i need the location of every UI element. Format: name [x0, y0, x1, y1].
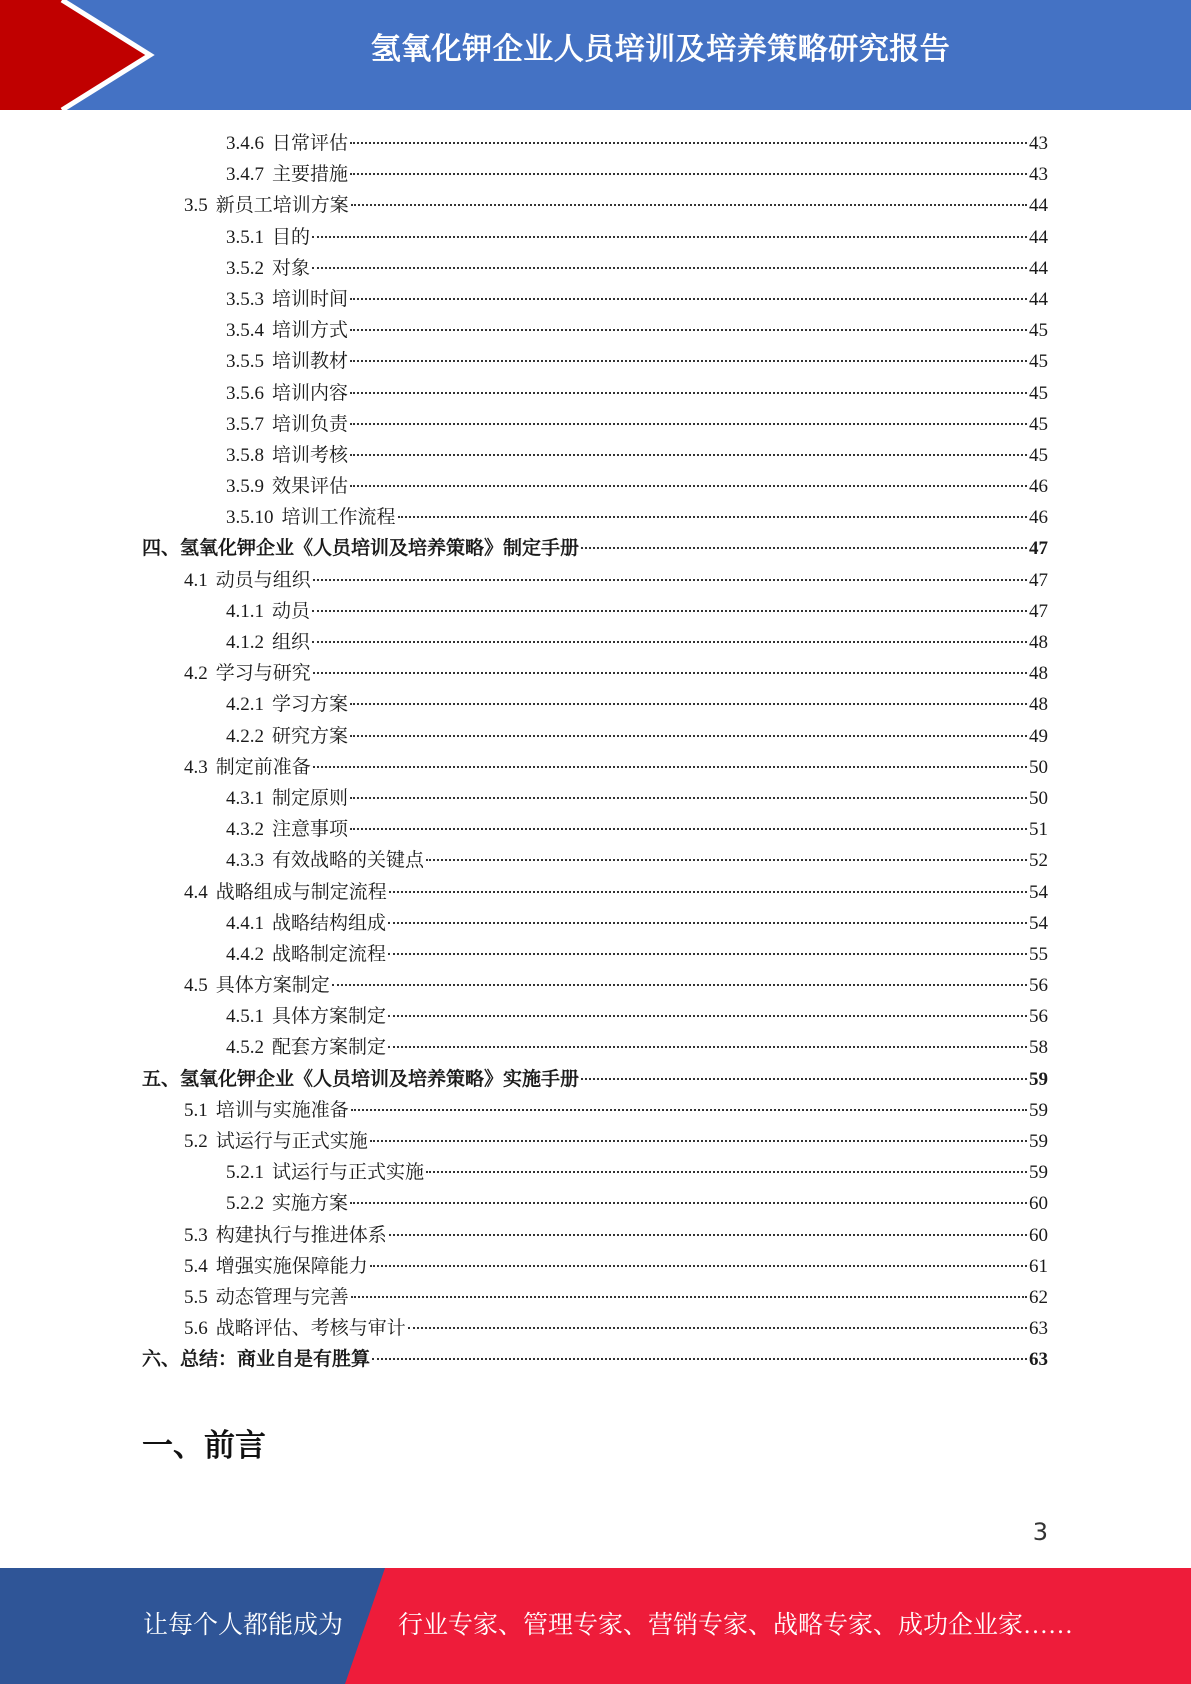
toc-entry[interactable] — [142, 1344, 1048, 1375]
toc-entry-number: 3.4.7 — [226, 164, 264, 186]
toc-entry-number: 3.5.5 — [226, 351, 264, 373]
toc-dot-leader — [388, 922, 1027, 924]
toc-dot-leader — [388, 953, 1027, 955]
toc-entry-title: 实施方案 — [272, 1193, 349, 1215]
toc-entry-title: 具体方案制定 — [215, 975, 330, 997]
toc-dot-leader — [389, 891, 1027, 893]
toc-entry-page: 59 — [1029, 1131, 1048, 1152]
toc-dot-leader — [312, 610, 1027, 612]
table-of-contents — [142, 128, 1048, 1376]
toc-dot-leader — [370, 1140, 1027, 1142]
toc-entry[interactable] — [142, 1064, 1048, 1095]
toc-entry[interactable] — [142, 1157, 1048, 1188]
toc-entry-title: 培训内容 — [272, 382, 349, 404]
toc-entry-page: 54 — [1029, 912, 1048, 934]
toc-entry[interactable] — [142, 877, 1048, 908]
section-heading: 一、前言 — [142, 1428, 266, 1464]
toc-entry-page: 59 — [1029, 1162, 1048, 1184]
toc-dot-leader — [350, 703, 1027, 705]
toc-entry-number: 4.4.2 — [226, 943, 264, 965]
page-number: 3 — [1032, 1518, 1048, 1546]
toc-entry-title: 制定前准备 — [215, 756, 311, 778]
toc-entry-page: 50 — [1029, 756, 1048, 778]
toc-dot-leader — [372, 1358, 1027, 1360]
toc-entry-page: 47 — [1029, 569, 1048, 591]
toc-entry-page: 55 — [1029, 943, 1048, 965]
toc-entry-page: 45 — [1029, 444, 1048, 466]
toc-entry-title: 四、氢氧化钾企业《人员培训及培养策略》制定手册 — [142, 538, 580, 560]
toc-entry[interactable] — [142, 315, 1048, 346]
toc-entry-title: 培训负责 — [272, 413, 349, 435]
toc-entry-number: 4.1.2 — [226, 632, 264, 653]
toc-dot-leader — [370, 1265, 1027, 1267]
toc-entry[interactable] — [142, 752, 1048, 783]
toc-entry-page: 45 — [1029, 382, 1048, 404]
toc-dot-leader — [350, 423, 1027, 425]
toc-entry-page: 43 — [1029, 133, 1048, 154]
toc-entry-number: 4.1.1 — [226, 600, 264, 622]
toc-dot-leader — [350, 735, 1027, 737]
toc-entry-title: 培训方式 — [272, 320, 349, 342]
toc-entry-title: 效果评估 — [272, 476, 349, 498]
toc-entry[interactable] — [142, 346, 1048, 377]
footer-banner — [0, 1568, 1191, 1684]
toc-entry[interactable] — [142, 128, 1048, 159]
toc-dot-leader — [351, 204, 1027, 206]
toc-entry-page: 56 — [1029, 975, 1048, 997]
toc-entry-title: 试运行与正式实施 — [215, 1131, 368, 1152]
toc-dot-leader — [581, 547, 1027, 549]
toc-entry[interactable] — [142, 1313, 1048, 1344]
toc-entry-page: 48 — [1029, 663, 1048, 685]
toc-entry-page: 44 — [1029, 195, 1048, 217]
toc-entry-number: 4.5.2 — [226, 1037, 264, 1059]
toc-dot-leader — [332, 984, 1027, 986]
toc-entry-title: 动态管理与完善 — [215, 1286, 349, 1308]
toc-entry-page: 56 — [1029, 1006, 1048, 1028]
toc-entry-title: 试运行与正式实施 — [272, 1162, 425, 1184]
toc-dot-leader — [313, 766, 1027, 768]
toc-entry-title: 五、氢氧化钾企业《人员培训及培养策略》实施手册 — [142, 1068, 580, 1090]
toc-entry-title: 培训考核 — [272, 444, 349, 466]
toc-entry[interactable] — [142, 1126, 1048, 1157]
toc-entry-page: 63 — [1029, 1318, 1048, 1340]
toc-dot-leader — [350, 392, 1027, 394]
toc-dot-leader — [350, 454, 1027, 456]
toc-entry-number: 5.2.2 — [226, 1193, 264, 1215]
toc-entry-title: 制定原则 — [272, 787, 349, 809]
toc-entry[interactable] — [142, 471, 1048, 502]
toc-entry[interactable] — [142, 939, 1048, 970]
header-title: 氢氧化钾企业人员培训及培养策略研究报告 — [370, 32, 951, 67]
toc-entry[interactable] — [142, 533, 1048, 564]
toc-entry[interactable] — [142, 190, 1048, 221]
toc-dot-leader — [312, 236, 1027, 238]
toc-dot-leader — [313, 672, 1027, 674]
toc-entry-title: 动员与组织 — [215, 569, 311, 591]
toc-dot-leader — [388, 1015, 1027, 1017]
toc-entry-number: 4.3 — [184, 756, 208, 778]
toc-dot-leader — [350, 485, 1027, 487]
toc-entry-title: 培训工作流程 — [281, 507, 396, 529]
toc-entry[interactable] — [142, 970, 1048, 1001]
toc-entry-number: 3.4.6 — [226, 133, 264, 154]
toc-dot-leader — [389, 1234, 1027, 1236]
toc-entry-number: 3.5.9 — [226, 476, 264, 498]
toc-entry-page: 54 — [1029, 881, 1048, 903]
toc-dot-leader — [408, 1327, 1027, 1329]
toc-entry[interactable] — [142, 378, 1048, 409]
toc-entry-title: 战略制定流程 — [272, 943, 387, 965]
toc-dot-leader — [350, 1202, 1027, 1204]
toc-entry-page: 62 — [1029, 1286, 1048, 1308]
toc-entry-page: 58 — [1029, 1037, 1048, 1059]
toc-entry-page: 61 — [1029, 1255, 1048, 1277]
toc-entry[interactable] — [142, 1251, 1048, 1282]
toc-entry-number: 4.3.2 — [226, 819, 264, 841]
toc-dot-leader — [426, 1171, 1027, 1173]
toc-entry[interactable] — [142, 159, 1048, 190]
toc-entry-number: 5.3 — [184, 1224, 208, 1246]
toc-entry[interactable] — [142, 409, 1048, 440]
toc-entry[interactable] — [142, 1282, 1048, 1313]
toc-entry-number: 4.2 — [184, 663, 208, 685]
toc-entry[interactable] — [142, 908, 1048, 939]
toc-dot-leader — [351, 1296, 1027, 1298]
footer-slogan-left: 让每个人都能成为 — [143, 1612, 344, 1639]
toc-entry-number: 3.5.8 — [226, 444, 264, 466]
toc-entry-page: 43 — [1029, 164, 1048, 186]
toc-entry-page: 60 — [1029, 1224, 1048, 1246]
toc-entry-page: 47 — [1029, 538, 1048, 560]
toc-entry-number: 5.2 — [184, 1131, 208, 1152]
toc-entry-title: 学习方案 — [272, 694, 349, 716]
toc-entry[interactable] — [142, 1188, 1048, 1219]
toc-entry-title: 具体方案制定 — [272, 1006, 387, 1028]
toc-entry-number: 4.3.1 — [226, 787, 264, 809]
toc-entry[interactable] — [142, 1032, 1048, 1063]
toc-entry-page: 52 — [1029, 850, 1048, 872]
toc-entry-page: 50 — [1029, 787, 1048, 809]
toc-entry-page: 48 — [1029, 632, 1048, 653]
toc-entry-page: 45 — [1029, 413, 1048, 435]
toc-entry-number: 5.6 — [184, 1318, 208, 1340]
header-banner — [0, 0, 1191, 110]
toc-entry[interactable] — [142, 783, 1048, 814]
toc-entry-number: 3.5.7 — [226, 413, 264, 435]
toc-entry-number: 4.4.1 — [226, 912, 264, 934]
toc-entry-page: 44 — [1029, 288, 1048, 310]
toc-entry-title: 主要措施 — [272, 164, 349, 186]
toc-dot-leader — [351, 1109, 1027, 1111]
toc-entry-page: 63 — [1029, 1349, 1048, 1371]
toc-entry-number: 3.5.4 — [226, 320, 264, 342]
toc-dot-leader — [350, 142, 1027, 144]
toc-entry-title: 培训教材 — [272, 351, 349, 373]
toc-entry[interactable] — [142, 222, 1048, 253]
toc-dot-leader — [313, 579, 1027, 581]
toc-entry-page: 45 — [1029, 320, 1048, 342]
toc-entry-number: 4.3.3 — [226, 850, 264, 872]
toc-entry-title: 战略评估、考核与审计 — [215, 1318, 406, 1340]
toc-dot-leader — [312, 641, 1027, 643]
toc-dot-leader — [350, 329, 1027, 331]
toc-entry-title: 新员工培训方案 — [215, 195, 349, 217]
toc-dot-leader — [350, 360, 1027, 362]
toc-entry-page: 45 — [1029, 351, 1048, 373]
toc-entry-number: 5.2.1 — [226, 1162, 264, 1184]
toc-entry[interactable] — [142, 502, 1048, 533]
toc-entry[interactable] — [142, 565, 1048, 596]
toc-entry-title: 战略结构组成 — [272, 912, 387, 934]
toc-entry-title: 组织 — [272, 632, 311, 653]
toc-entry[interactable] — [142, 658, 1048, 689]
toc-entry[interactable] — [142, 284, 1048, 315]
toc-entry-title: 配套方案制定 — [272, 1037, 387, 1059]
toc-dot-leader — [581, 1078, 1027, 1080]
toc-entry[interactable] — [142, 1095, 1048, 1126]
toc-entry-number: 5.4 — [184, 1255, 208, 1277]
toc-entry-title: 增强实施保障能力 — [215, 1255, 368, 1277]
toc-entry-page: 60 — [1029, 1193, 1048, 1215]
toc-entry-title: 目的 — [272, 226, 311, 248]
toc-entry-title: 动员 — [272, 600, 311, 622]
toc-entry-number: 4.5.1 — [226, 1006, 264, 1028]
header-red-arrow — [0, 0, 150, 110]
toc-entry-page: 48 — [1029, 694, 1048, 716]
toc-entry-number: 3.5.1 — [226, 226, 264, 248]
toc-entry-title: 培训时间 — [272, 288, 349, 310]
toc-entry[interactable] — [142, 1220, 1048, 1251]
toc-entry-number: 4.1 — [184, 569, 208, 591]
toc-entry-title: 学习与研究 — [215, 663, 311, 685]
toc-entry-title: 培训与实施准备 — [215, 1099, 349, 1121]
toc-entry[interactable] — [142, 845, 1048, 876]
toc-entry[interactable] — [142, 814, 1048, 845]
toc-entry-number: 4.2.1 — [226, 694, 264, 716]
toc-entry[interactable] — [142, 440, 1048, 471]
footer-slogan-right: 行业专家、管理专家、营销专家、战略专家、成功企业家…… — [398, 1612, 1074, 1639]
toc-dot-leader — [388, 1046, 1027, 1048]
toc-entry[interactable] — [142, 627, 1048, 658]
toc-entry-page: 47 — [1029, 600, 1048, 622]
toc-entry-number: 3.5.10 — [226, 507, 274, 529]
toc-entry-number: 5.5 — [184, 1286, 208, 1308]
toc-dot-leader — [350, 298, 1027, 300]
toc-entry-title: 研究方案 — [272, 725, 349, 747]
toc-entry-number: 4.4 — [184, 881, 208, 903]
toc-entry-page: 59 — [1029, 1068, 1048, 1090]
toc-entry-number: 4.2.2 — [226, 725, 264, 747]
toc-entry[interactable] — [142, 689, 1048, 720]
toc-entry-title: 六、总结：商业自是有胜算 — [142, 1349, 371, 1371]
toc-entry-title: 注意事项 — [272, 819, 349, 841]
toc-entry-page: 51 — [1029, 819, 1048, 841]
toc-dot-leader — [312, 267, 1027, 269]
toc-dot-leader — [398, 516, 1027, 518]
toc-dot-leader — [350, 828, 1027, 830]
toc-entry-number: 3.5.2 — [226, 257, 264, 279]
toc-entry-number: 3.5 — [184, 195, 208, 217]
toc-entry[interactable] — [142, 721, 1048, 752]
toc-entry-title: 对象 — [272, 257, 311, 279]
toc-entry-page: 59 — [1029, 1099, 1048, 1121]
toc-dot-leader — [350, 173, 1027, 175]
toc-entry[interactable] — [142, 1001, 1048, 1032]
toc-entry-title: 战略组成与制定流程 — [215, 881, 387, 903]
toc-entry-title: 有效战略的关键点 — [272, 850, 425, 872]
toc-entry-title: 构建执行与推进体系 — [215, 1224, 387, 1246]
toc-dot-leader — [426, 859, 1027, 861]
toc-entry[interactable] — [142, 596, 1048, 627]
toc-entry-number: 3.5.6 — [226, 382, 264, 404]
toc-entry[interactable] — [142, 253, 1048, 284]
toc-entry-number: 3.5.3 — [226, 288, 264, 310]
toc-entry-number: 4.5 — [184, 975, 208, 997]
toc-entry-page: 44 — [1029, 257, 1048, 279]
toc-entry-page: 49 — [1029, 725, 1048, 747]
toc-dot-leader — [350, 797, 1027, 799]
toc-entry-page: 46 — [1029, 476, 1048, 498]
toc-entry-number: 5.1 — [184, 1099, 208, 1121]
toc-entry-title: 日常评估 — [272, 133, 349, 154]
toc-entry-page: 44 — [1029, 226, 1048, 248]
toc-entry-page: 46 — [1029, 507, 1048, 529]
